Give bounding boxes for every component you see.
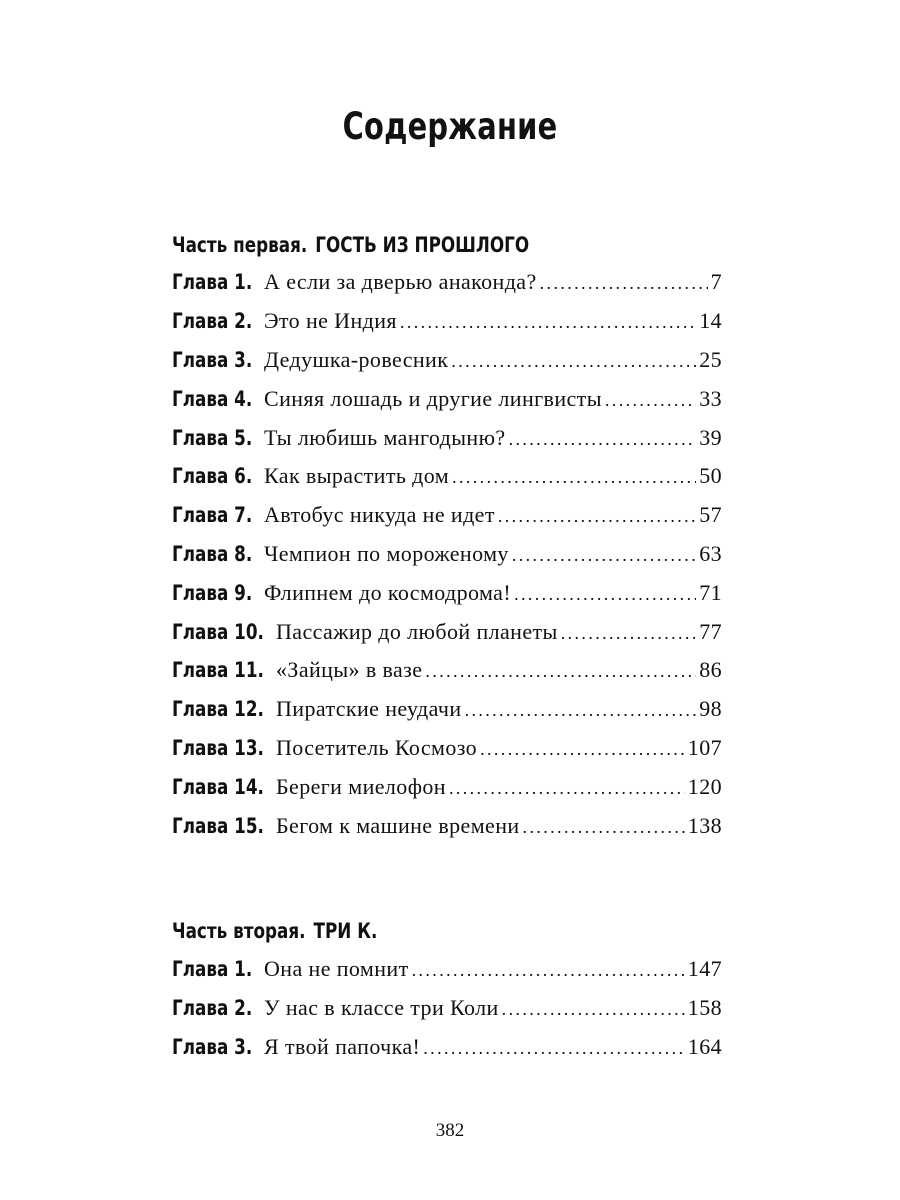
chapter-label-wrap: Глава 6.	[172, 464, 253, 489]
chapter-label-wrap: Глава 2.	[172, 996, 253, 1021]
chapter-page-number: 107	[687, 734, 722, 760]
chapter-title: «Зайцы» в вазе	[276, 657, 423, 683]
toc-entry	[172, 341, 722, 380]
chapter-entry	[264, 1034, 722, 1060]
chapter-entry	[264, 425, 722, 451]
chapter-label-wrap: Глава 15.	[172, 813, 264, 838]
part-label: Часть первая.	[172, 233, 308, 257]
toc-entry	[172, 457, 722, 496]
chapter-entry	[264, 541, 722, 567]
toc-entry	[172, 1028, 722, 1067]
chapter-entry	[276, 735, 722, 761]
chapter-page-number: 138	[687, 812, 722, 838]
chapter-label-wrap: Глава 1.	[172, 957, 253, 982]
toc-entry	[172, 612, 722, 651]
chapter-label-wrap: Глава 14.	[172, 774, 264, 799]
chapter-entry	[276, 774, 722, 800]
chapter-page-number: 7	[710, 269, 722, 295]
toc-entry	[172, 379, 722, 418]
page-title: Содержание	[342, 105, 558, 148]
chapter-entry	[276, 813, 722, 839]
chapter-label-wrap: Глава 3.	[172, 347, 253, 372]
dot-leader	[449, 778, 685, 799]
chapter-entry	[264, 956, 722, 982]
chapter-page-number: 158	[687, 995, 722, 1021]
toc-entry	[172, 806, 722, 845]
chapter-page-number: 25	[699, 346, 722, 372]
chapter-label-wrap: Глава 3.	[172, 1034, 253, 1059]
chapter-entry	[264, 308, 722, 334]
chapter-page-number: 120	[687, 773, 722, 799]
chapter-entry	[264, 347, 722, 373]
dot-leader	[502, 999, 685, 1020]
chapter-title: Синяя лошадь и другие лингвисты	[264, 385, 602, 411]
dot-leader	[465, 700, 697, 721]
dot-leader	[400, 312, 696, 333]
toc-entry	[172, 729, 722, 768]
chapter-label-wrap: Глава 9.	[172, 580, 253, 605]
chapter-title: У нас в классе три Коли	[264, 995, 499, 1021]
dot-leader	[423, 1038, 685, 1059]
chapter-label-wrap: Глава 2.	[172, 309, 253, 334]
part-name: ГОСТЬ ИЗ ПРОШЛОГО	[315, 233, 530, 257]
dot-leader	[605, 390, 696, 411]
toc-entry	[172, 496, 722, 535]
chapter-label-wrap: Глава 10.	[172, 619, 264, 644]
dot-leader	[509, 429, 697, 450]
chapter-title: Я твой папочка!	[264, 1033, 421, 1059]
chapter-page-number: 33	[699, 385, 722, 411]
chapter-entry	[264, 502, 722, 528]
part-label: Часть вторая.	[172, 919, 306, 943]
chapter-entry	[264, 995, 722, 1021]
chapter-entry	[264, 580, 722, 606]
chapter-label-wrap: Глава 1.	[172, 270, 253, 295]
dot-leader	[480, 739, 685, 760]
chapter-title: Это не Индия	[264, 308, 397, 334]
dot-leader	[451, 351, 696, 372]
dot-leader	[412, 960, 685, 981]
chapter-title: Пиратские неудачи	[276, 696, 462, 722]
part-heading	[172, 916, 377, 946]
chapter-label-wrap: Глава 4.	[172, 386, 253, 411]
dot-leader	[540, 273, 708, 294]
chapter-title: А если за дверью анаконда?	[264, 269, 537, 295]
chapter-page-number: 71	[699, 579, 722, 605]
chapter-label-wrap: Глава 13.	[172, 735, 264, 760]
toc-entry	[172, 651, 722, 690]
dot-leader	[523, 817, 685, 838]
toc-entry	[172, 263, 722, 302]
chapter-page-number: 39	[699, 424, 722, 450]
toc-entry	[172, 302, 722, 341]
chapter-title: Береги миелофон	[276, 773, 446, 799]
chapter-page-number: 86	[699, 657, 722, 683]
dot-leader	[452, 467, 696, 488]
chapter-page-number: 57	[699, 502, 722, 528]
toc-entry	[172, 989, 722, 1028]
toc-entry	[172, 690, 722, 729]
chapter-title: Как вырастить дом	[264, 463, 450, 489]
part-heading	[172, 230, 529, 260]
chapter-label-wrap: Глава 12.	[172, 697, 264, 722]
chapter-title: Бегом к машине времени	[276, 812, 520, 838]
dot-leader	[425, 661, 696, 682]
chapter-entry	[264, 386, 722, 412]
dot-leader	[498, 506, 696, 527]
dot-leader	[512, 545, 696, 566]
toc-entry	[172, 573, 722, 612]
chapter-title: Дедушка-ровесник	[264, 346, 449, 372]
toc-entry	[172, 418, 722, 457]
part-name: ТРИ К.	[313, 919, 378, 943]
chapter-label-wrap: Глава 5.	[172, 425, 253, 450]
chapter-entry	[276, 696, 722, 722]
chapter-entry	[264, 269, 722, 295]
toc-entry	[172, 950, 722, 989]
chapter-title: Пассажир до любой планеты	[276, 618, 558, 644]
dot-leader	[514, 584, 696, 605]
chapter-page-number: 63	[699, 540, 722, 566]
chapter-title: Чемпион по мороженому	[264, 540, 509, 566]
toc-list	[172, 263, 722, 845]
page-number: 382	[435, 1120, 465, 1141]
toc-entry	[172, 535, 722, 574]
dot-leader	[561, 623, 696, 644]
chapter-label-wrap: Глава 11.	[172, 658, 264, 683]
chapter-title: Флипнем до космодрома!	[264, 579, 512, 605]
chapter-label-wrap: Глава 8.	[172, 541, 253, 566]
chapter-entry	[264, 463, 722, 489]
chapter-title: Посетитель Космозо	[276, 734, 478, 760]
chapter-title: Ты любишь мангодыню?	[264, 424, 506, 450]
chapter-entry	[276, 619, 722, 645]
chapter-entry	[276, 657, 722, 683]
chapter-page-number: 14	[699, 308, 722, 334]
chapter-page-number: 98	[699, 696, 722, 722]
chapter-page-number: 164	[687, 1033, 722, 1059]
toc-list	[172, 950, 722, 1066]
chapter-title: Автобус никуда не идет	[264, 502, 495, 528]
toc-entry	[172, 767, 722, 806]
chapter-label-wrap: Глава 7.	[172, 503, 253, 528]
chapter-page-number: 147	[687, 956, 722, 982]
chapter-page-number: 77	[699, 618, 722, 644]
chapter-page-number: 50	[699, 463, 722, 489]
chapter-title: Она не помнит	[264, 956, 409, 982]
